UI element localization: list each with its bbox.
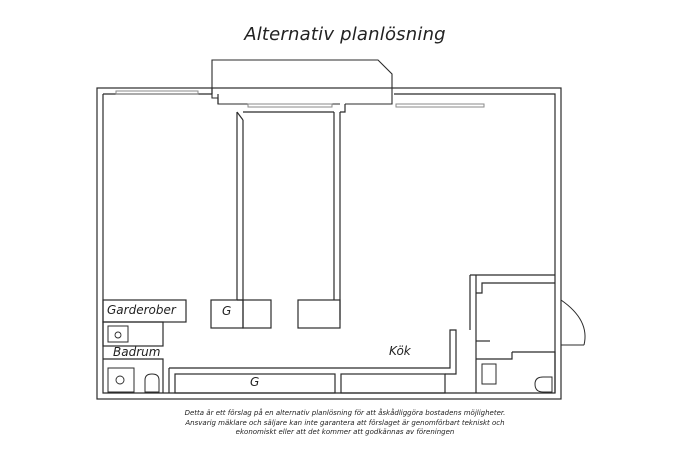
toilet-right	[535, 377, 552, 392]
kitchen-wall	[470, 275, 555, 393]
room-label-closet-left: G	[222, 304, 232, 318]
toilet	[145, 374, 159, 392]
room-label-garderober: Garderober	[107, 303, 176, 317]
outer-wall-inner	[103, 94, 561, 393]
room-label-closet-bottom: G	[250, 375, 260, 389]
stove	[482, 364, 496, 384]
room-label-kok: Kök	[389, 344, 411, 358]
shower	[108, 368, 134, 392]
disclaimer-line: Detta är ett förslag på en alternativ planlösning för att åskådliggöra bostadens möjligheter.	[184, 409, 506, 417]
disclaimer-line: ekonomiskt eller att det kommer att godkännas av föreningen	[235, 428, 455, 436]
disclaimer	[0, 409, 690, 438]
plan-title: Alternativ planlösning	[244, 24, 446, 45]
entrance-door	[561, 300, 585, 345]
balcony	[212, 60, 392, 104]
bedroom2-wall	[334, 112, 340, 320]
disclaimer-line: Ansvarig mäklare och säljare kan inte garantera att förslaget är genomförbart tekniskt och	[185, 418, 505, 427]
sink	[108, 326, 128, 342]
outer-wall	[97, 88, 561, 399]
bedroom1-wall	[237, 112, 243, 300]
room-label-badrum: Badrum	[113, 345, 161, 359]
